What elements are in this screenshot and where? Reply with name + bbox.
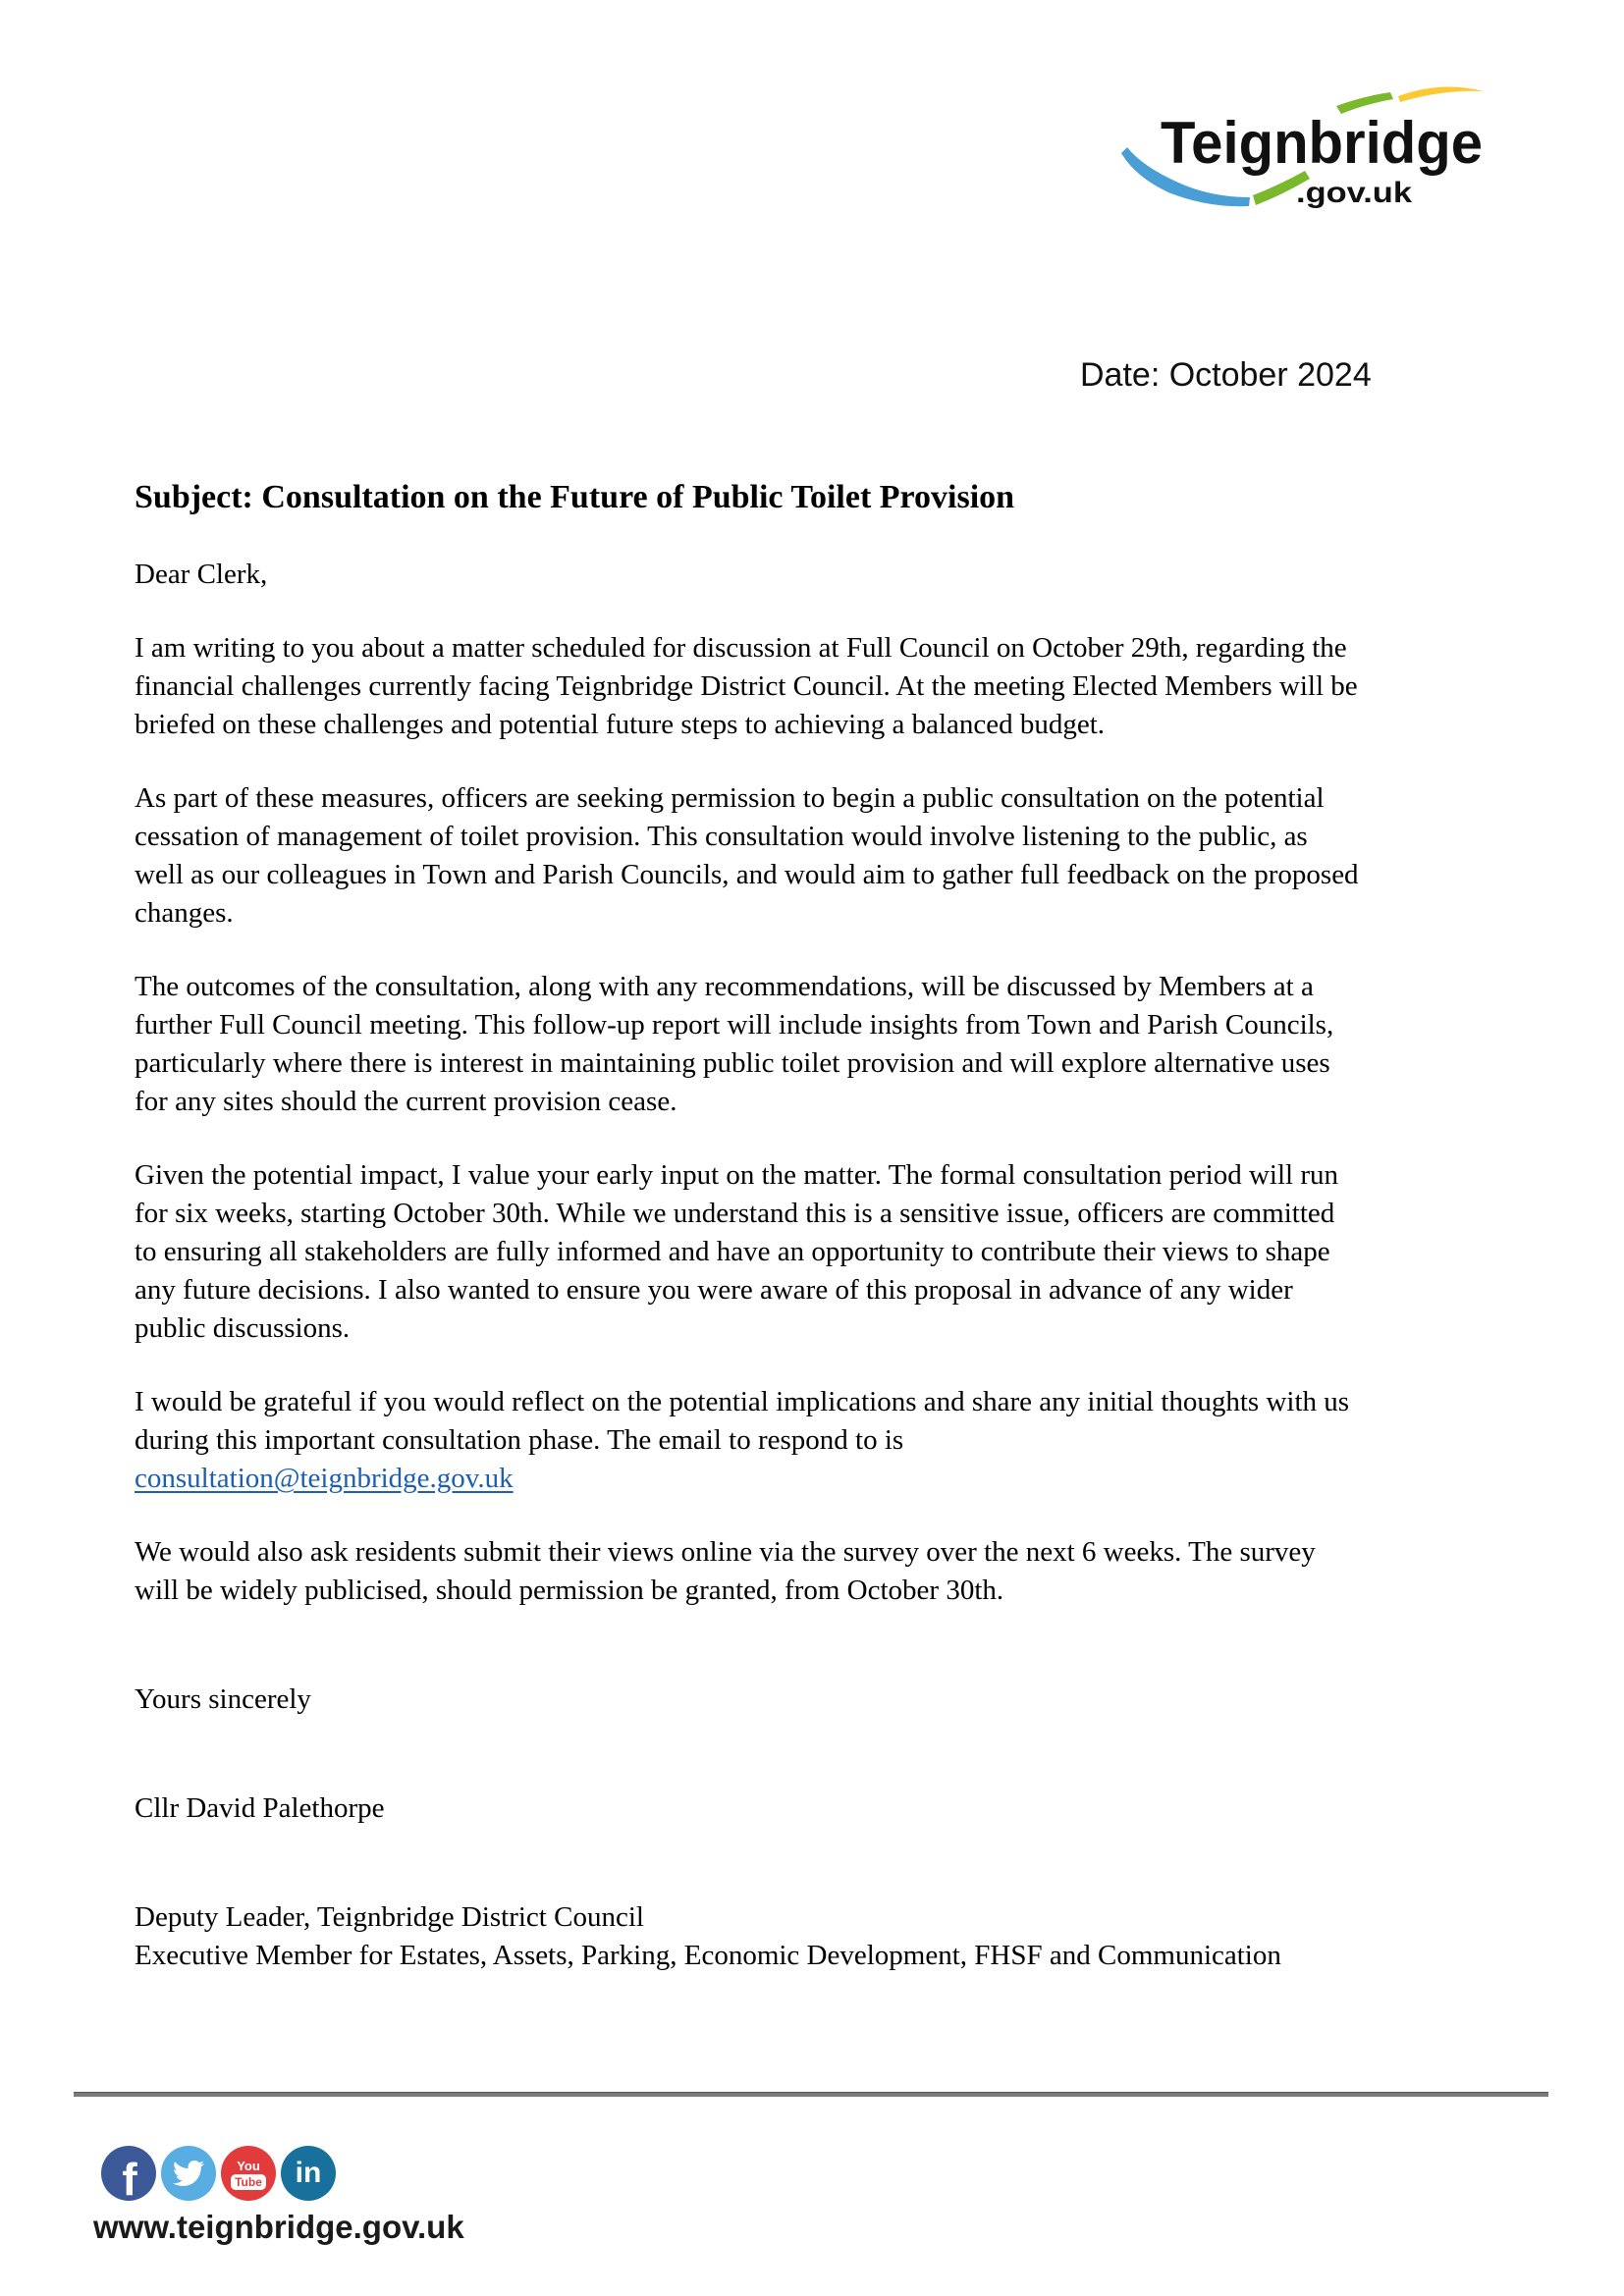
logo-wordmark: Teignbridge bbox=[1161, 110, 1483, 176]
teignbridge-logo bbox=[1108, 84, 1486, 217]
youtube-tube-glyph: Tube bbox=[231, 2174, 266, 2190]
body-paragraph: We would also ask residents submit their views online via the survey over the next 6 weeks. The survey will be widely publicised, should permission be granted, from October 30th. bbox=[135, 1536, 1316, 1606]
letter-body bbox=[135, 475, 1362, 1975]
facebook-icon[interactable] bbox=[101, 2146, 156, 2201]
website-url: www.teignbridge.gov.uk bbox=[93, 2209, 464, 2245]
facebook-f-glyph: f bbox=[122, 2154, 137, 2201]
social-icons-row bbox=[101, 2146, 336, 2201]
subject-line: Subject: Consultation on the Future of Public Toilet Provision bbox=[135, 479, 1015, 515]
signatory-name: Cllr David Palethorpe bbox=[135, 1792, 385, 1824]
date-line: Date: October 2024 bbox=[1080, 356, 1372, 394]
body-paragraph-with-email bbox=[135, 1383, 1362, 1498]
twitter-bird-icon bbox=[173, 2158, 204, 2189]
signatory-role bbox=[135, 1898, 1362, 1975]
email-paragraph-text: I would be grateful if you would reflect on the potential implications and share any initial thoughts with us during this important consultation phase. The email to respond to is bbox=[135, 1386, 1350, 1456]
body-paragraph: I am writing to you about a matter scheduled for discussion at Full Council on October 29th, regarding the financial challenges currently facing Teignbridge District Council. At the meeting Elected Members will be briefed on these challenges and potential future steps to achieving a balanced budget. bbox=[135, 632, 1358, 740]
youtube-icon[interactable] bbox=[221, 2146, 276, 2201]
logo-suffix: .gov.uk bbox=[1296, 177, 1413, 209]
footer-divider bbox=[74, 2092, 1548, 2097]
twitter-icon[interactable] bbox=[161, 2146, 216, 2201]
body-paragraph: Given the potential impact, I value your early input on the matter. The formal consultation period will run for six weeks, starting October 30th. While we understand this is a sensitive issue, officers are committed to ensuring all stakeholders are fully informed and have an opportunity to contribute their views to shape any future decisions. I also wanted to ensure you were aware of this proposal in advance of any wider public discussions. bbox=[135, 1159, 1339, 1344]
closing: Yours sincerely bbox=[135, 1683, 311, 1715]
body-paragraph: The outcomes of the consultation, along with any recommendations, will be discussed by Members at a further Full Council meeting. This follow-up report will include insights from Town and Parish Councils, particularly where there is interest in maintaining public toilet provision and will explore alternative uses for any sites should the current provision cease. bbox=[135, 971, 1334, 1117]
role-line-1: Deputy Leader, Teignbridge District Council bbox=[135, 1901, 644, 1933]
youtube-you-glyph: You bbox=[237, 2158, 260, 2173]
linkedin-icon[interactable] bbox=[281, 2146, 336, 2201]
salutation: Dear Clerk, bbox=[135, 559, 268, 590]
email-link[interactable]: consultation@teignbridge.gov.uk bbox=[135, 1463, 514, 1494]
logo-swoosh-top-yellow-icon bbox=[1398, 87, 1484, 102]
linkedin-in-glyph: in bbox=[295, 2157, 322, 2189]
body-paragraph: As part of these measures, officers are seeking permission to begin a public consultation on the potential cessation of management of toilet provision. This consultation would involve listening to the public, as well as our colleagues in Town and Parish Councils, and would aim to gather full feedback on the proposed changes. bbox=[135, 782, 1359, 929]
role-line-2: Executive Member for Estates, Assets, Parking, Economic Development, FHSF and Communication bbox=[135, 1940, 1281, 1971]
